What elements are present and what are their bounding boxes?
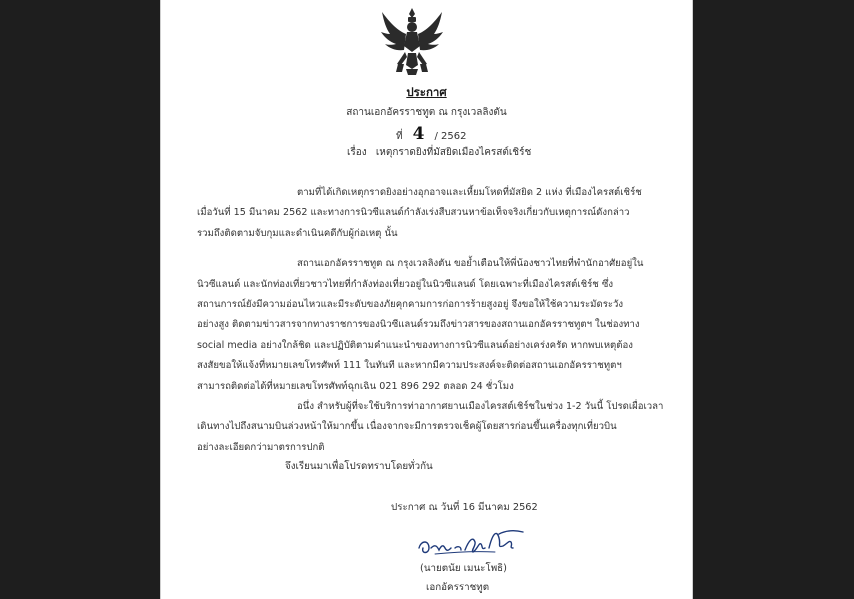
signatory-name: (นายตนัย เมนะโพธิ) [420, 563, 507, 574]
paragraph-1-line-1: ตามที่ได้เกิดเหตุกราดยิงอย่างอุกอาจและเหี้ยมโหดที่มัสยิด 2 แห่ง ที่เมืองไครสต์เชิร์ช [297, 187, 642, 198]
subject-text: เหตุกราดยิงที่มัสยิดเมืองไครสต์เชิร์ช [375, 147, 532, 158]
number-handwritten: 4 [412, 124, 425, 144]
document-page [160, 0, 693, 599]
paragraph-1-line-3: รวมถึงติดตามจับกุมและดำเนินคดีกับผู้ก่อเหตุ นั้น [197, 227, 398, 239]
paragraph-2-line-1: สถานเอกอัครราชทูต ณ กรุงเวลลิงตัน ขอย้ำเตือนให้พี่น้องชาวไทยที่พำนักอาศัยอยู่ใน [297, 258, 644, 270]
paragraph-3-line-3: อย่างละเอียดกว่ามาตรการปกติ [197, 441, 325, 453]
garuda-emblem-icon [378, 6, 446, 78]
paragraph-2-line-3: สถานการณ์ยังมีความอ่อนไหวและมีระดับของภัยคุกคามการก่อการร้ายสูงอยู่ จึงขอให้ใช้ความระมัดระวัง [197, 299, 624, 311]
document-body [197, 183, 664, 458]
paragraph-2-line-4: อย่างสูง ติดตามข่าวสารจากทางราชการของนิวซีแลนด์รวมถึงข่าวสารของสถานเอกอัครราชทูตฯ ในช่องทาง [197, 319, 640, 331]
paragraph-2-line-2: นิวซีแลนด์ และนักท่องเที่ยวชาวไทยที่กำลังท่องเที่ยวอยู่ในนิวซีแลนด์ โดยเฉพาะที่เมืองไครสต์เชิร์ช ซึ่ง [197, 278, 614, 290]
number-prefix: ที่ [396, 131, 403, 142]
subject-label: เรื่อง [347, 147, 367, 158]
document-title: ประกาศ [406, 85, 447, 99]
document-number [396, 124, 466, 144]
closing-line: จึงเรียนมาเพื่อโปรดทราบโดยทั่วกัน [285, 461, 433, 472]
paragraph-2-line-7: สามารถติดต่อได้ที่หมายเลขโทรศัพท์ฉุกเฉิน 021 896 292 ตลอด 24 ชั่วโมง [197, 380, 514, 392]
paragraph-2-line-5: social media อย่างใกล้ชิด และปฏิบัติตามคำแนะนำของทางการนิวซีแลนด์อย่างเคร่งครัด หากพบเหตุต้อง [197, 339, 633, 351]
left-background [0, 0, 160, 599]
organization-name: สถานเอกอัครราชทูต ณ กรุงเวลลิงตัน [346, 107, 507, 118]
announcement-date: ประกาศ ณ วันที่ 16 มีนาคม 2562 [391, 502, 538, 513]
paragraph-2-line-6: สงสัยขอให้แจ้งที่หมายเลขโทรศัพท์ 111 ในทันที และหากมีความประสงค์จะติดต่อสถานเอกอัครราชทูตฯ [197, 360, 622, 372]
right-background [693, 0, 854, 599]
paragraph-3-line-2: เดินทางไปถึงสนามบินล่วงหน้าให้มากขึ้น เนื่องจากจะมีการตรวจเช็คผู้โดยสารก่อนขึ้นเครื่องทุกเที่ยวบิน [197, 421, 617, 433]
paragraph-1-line-2: เมื่อวันที่ 15 มีนาคม 2562 และทางการนิวซีแลนด์กำลังเร่งสืบสวนหาข้อเท็จจริงเกี่ยวกับเหตุการณ์ดังกล่าว [197, 207, 630, 219]
paragraph-3-line-1: อนึ่ง สำหรับผู้ที่จะใช้บริการท่าอากาศยานเมืองไครสต์เชิร์ชในช่วง 1-2 วันนี้ โปรดเผื่อเวลา [297, 401, 664, 413]
subject-line [347, 145, 531, 160]
number-suffix: / 2562 [434, 131, 467, 142]
signatory-position: เอกอัครราชทูต [426, 582, 490, 593]
signature-icon [415, 526, 527, 560]
